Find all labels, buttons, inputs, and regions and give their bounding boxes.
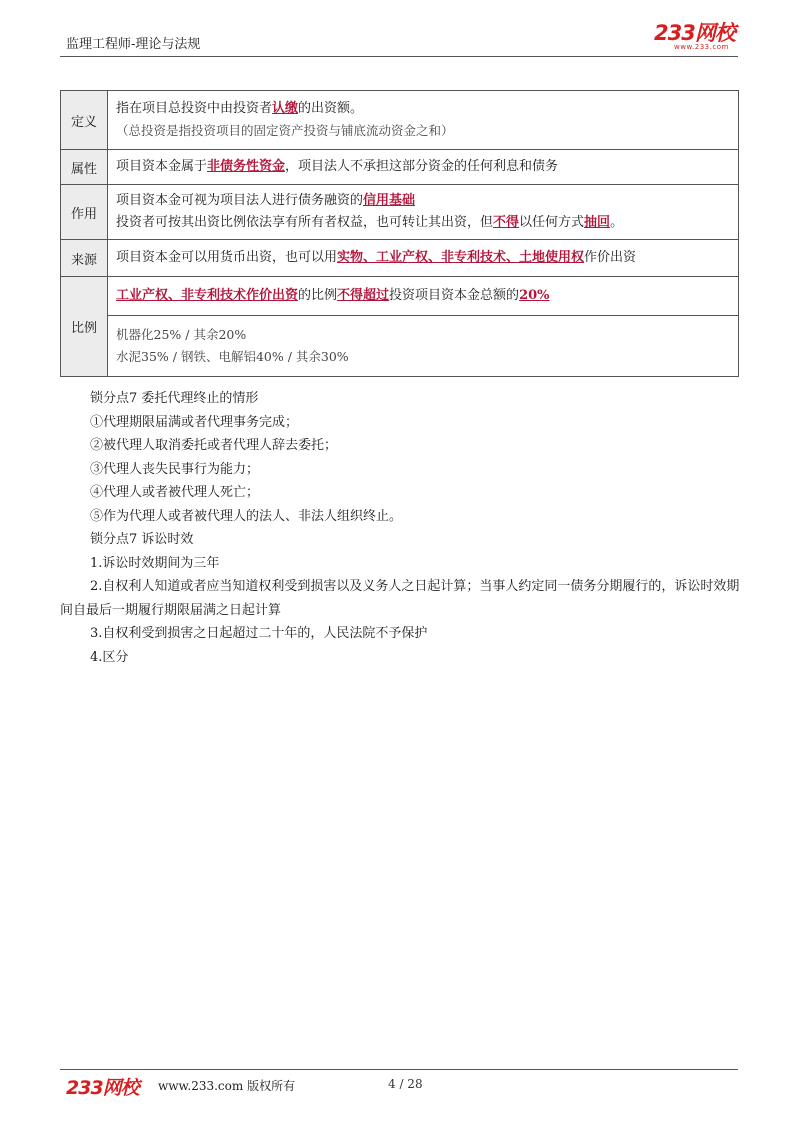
list-item: 1.诉讼时效期间为三年 — [90, 555, 220, 571]
header-divider — [60, 56, 738, 57]
cell-text: 指在项目总投资中由投资者 — [116, 101, 273, 116]
highlight-text: 不得 — [493, 215, 520, 230]
cell-text: 作价出资 — [584, 250, 637, 265]
highlight-text: 非债务性资金 — [207, 159, 286, 174]
body-text — [60, 387, 740, 669]
brand-logo[interactable] — [654, 22, 736, 52]
list-item: 2.自权利人知道或者应当知道权利受到损害以及义务人之日起计算；当事人约定同一债务分期履行的，诉讼时效期间自最后一期履行期限届满之日起计算 — [60, 579, 740, 618]
cell-text: 投资项目资本金总额的 — [389, 288, 520, 303]
cell-text: 机器化25% / 其余20% — [116, 327, 247, 342]
cell-text: 。 — [610, 215, 624, 230]
footer-logo[interactable]: 233网校 — [66, 1077, 139, 1099]
table-row-definition — [61, 91, 739, 150]
highlight-text: 20% — [519, 288, 550, 303]
row-content — [108, 240, 739, 277]
highlight-text: 不得超过 — [337, 288, 390, 303]
list-item: ④代理人或者被代理人死亡； — [90, 485, 260, 500]
table-row-ratio-main — [61, 277, 739, 316]
table-row-function — [61, 185, 739, 240]
section-heading: 锁分点7 诉讼时效 — [90, 532, 194, 547]
highlight-text: 实物、工业产权、非专利技术、土地使用权 — [337, 250, 585, 265]
cell-text: 水泥35% / 钢铁、电解铝40% / 其余30% — [116, 349, 349, 364]
row-content — [108, 91, 739, 150]
row-label: 比例 — [61, 277, 108, 377]
row-content — [108, 150, 739, 185]
cell-note: （总投资是指投资项目的固定资产投资与铺底流动资金之和） — [116, 123, 454, 138]
logo-url: www.233.com — [674, 43, 729, 51]
cell-text: 的出资额。 — [298, 101, 364, 116]
list-item: 3.自权利受到损害之日起超过二十年的，人民法院不予保护 — [90, 626, 428, 641]
row-label: 作用 — [61, 185, 108, 240]
row-label: 来源 — [61, 240, 108, 277]
cell-text: 项目资本金可以用货币出资，也可以用 — [116, 250, 338, 265]
list-item: ①代理期限届满或者代理事务完成； — [90, 414, 299, 430]
row-content — [108, 277, 739, 316]
list-item: 4.区分 — [90, 649, 129, 665]
cell-text: 项目资本金可视为项目法人进行债务融资的 — [116, 193, 364, 208]
page-number: 4 / 28 — [388, 1077, 423, 1091]
cell-text: 的比例 — [298, 288, 338, 303]
document-header-title: 监理工程师-理论与法规 — [66, 37, 201, 52]
footer-divider — [60, 1069, 738, 1070]
table-row-attribute — [61, 150, 739, 185]
row-label: 定义 — [61, 91, 108, 150]
highlight-text: 工业产权、非专利技术作价出资 — [116, 288, 299, 303]
row-content — [108, 316, 739, 377]
logo-text: 233网校 — [654, 21, 735, 45]
row-label: 属性 — [61, 150, 108, 185]
cell-text: 以任何方式 — [519, 215, 585, 230]
row-content — [108, 185, 739, 240]
highlight-text: 信用基础 — [363, 193, 416, 208]
table-row-ratio-detail — [61, 316, 739, 377]
section-heading: 锁分点7 委托代理终止的情形 — [90, 391, 259, 406]
capital-fund-table — [60, 90, 739, 377]
highlight-text: 抽回 — [584, 215, 611, 230]
list-item: ③代理人丧失民事行为能力； — [90, 461, 260, 477]
cell-text: ，项目法人不承担这部分资金的任何利息和债务 — [285, 159, 559, 174]
table-row-source — [61, 240, 739, 277]
list-item: ⑤作为代理人或者被代理人的法人、非法人组织终止。 — [90, 508, 403, 524]
cell-text: 投资者可按其出资比例依法享有所有者权益，也可转让其出资，但 — [116, 215, 494, 230]
cell-text: 项目资本金属于 — [116, 159, 208, 174]
highlight-text: 认缴 — [272, 101, 299, 116]
list-item: ②被代理人取消委托或者代理人辞去委托； — [90, 438, 338, 453]
footer-copyright: www.233.com 版权所有 — [158, 1079, 296, 1093]
